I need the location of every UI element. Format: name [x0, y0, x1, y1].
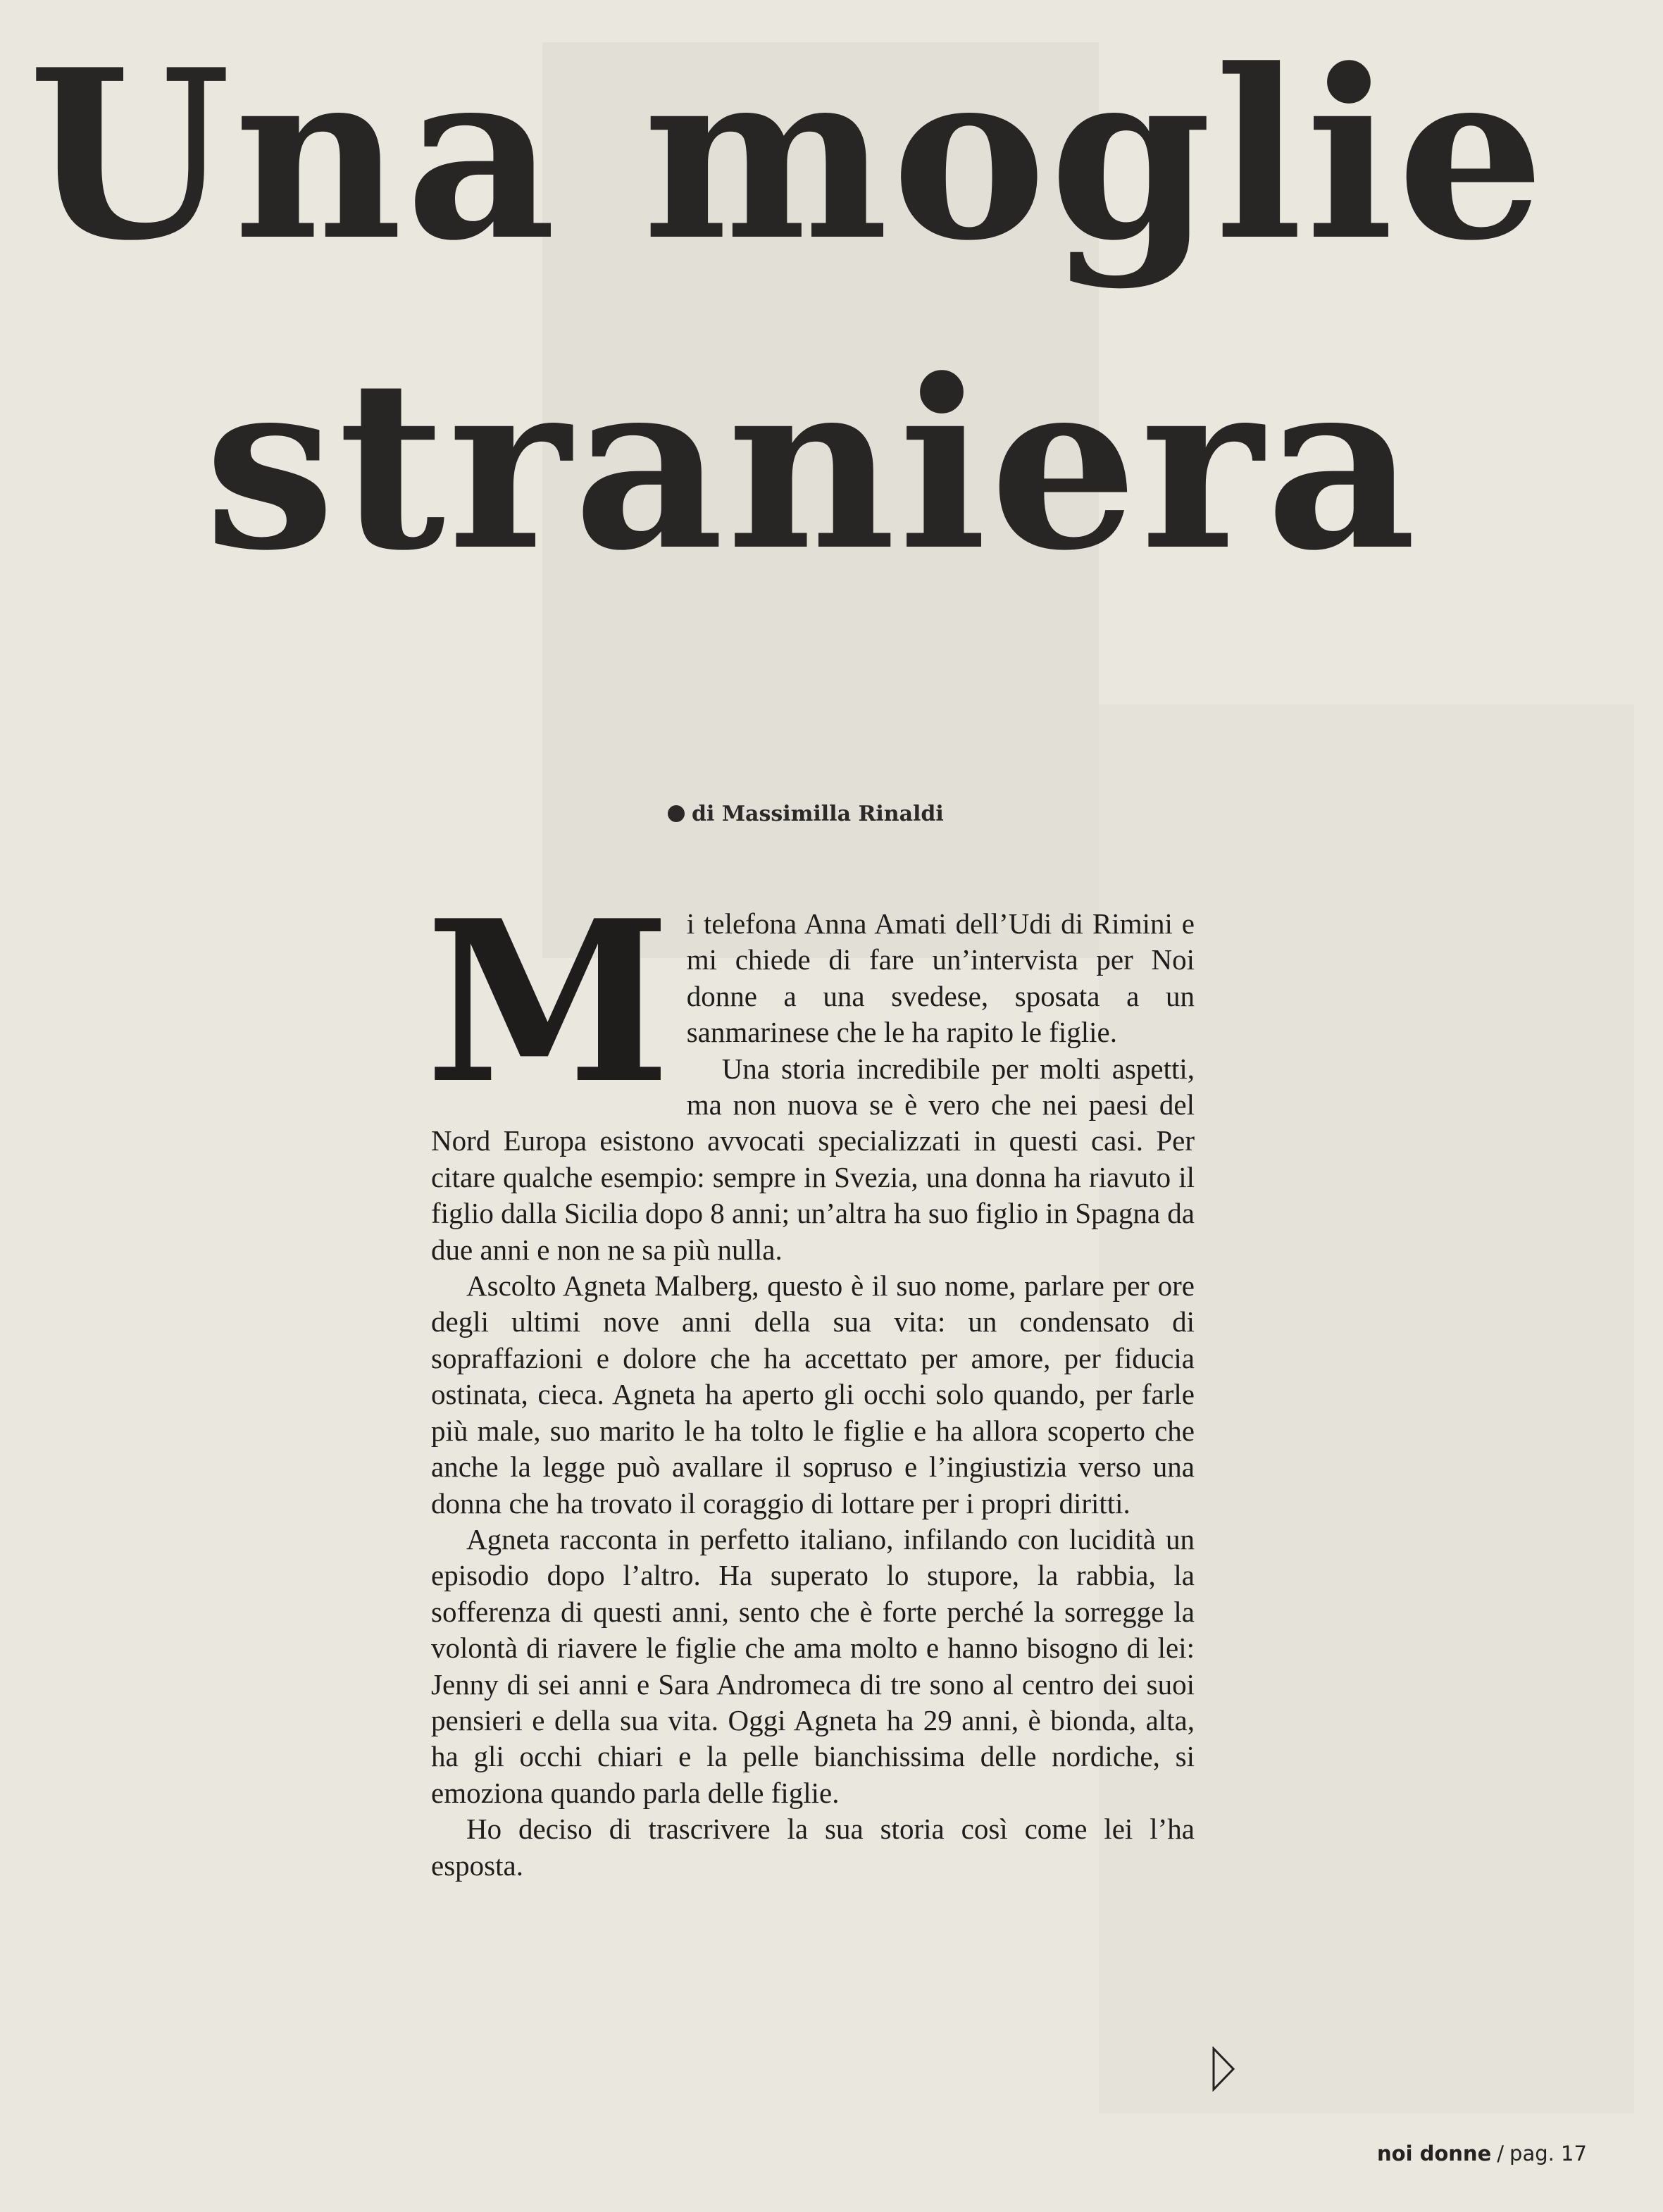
article-paragraph: Una storia incredibile per molti aspetti, ma non nuova se è vero che nei paesi del Nord Europa esistono avvocati specializzati in questi casi. Per citare qualche esempio: sempre in Svezia, una donna ha riavuto il figlio dalla Sicilia dopo 8 anni; un’altra ha suo figlio in Spagna da due anni e non ne sa più nulla.	[431, 1052, 1195, 1266]
article-paragraph: Agneta racconta in perfetto italiano, infilando con lucidità un episodio dopo l’altro. Ha superato lo stupore, la rabbia, la sofferenza di questi anni, sento che è forte perché la sorregge la volontà di riavere le figlie che ama molto e hanno bisogno di lei: Jenny di sei anni e Sara Andromeca di tre sono al centro dei suoi pensieri e della sua vita. Oggi Agneta ha 29 anni, è bionda, alta, ha gli occhi chiari e la pelle bianchissima delle nordiche, si emoziona quando parla delle figlie.	[431, 1522, 1195, 1809]
footer-separator: /	[1497, 2142, 1505, 2166]
headline-line-1: Una moglie	[28, 18, 1548, 292]
headline	[0, 0, 1663, 634]
article-paragraph	[425, 872, 1195, 1133]
magazine-name: noi donne	[1377, 2142, 1492, 2166]
article-body	[425, 872, 1195, 1884]
page-number: pag. 17	[1509, 2142, 1587, 2166]
byline	[668, 802, 944, 826]
paragraph-text: i telefona Anna Amati dell’Udi di Rimini e mi chiede di fare un’intervista per Noi donne a una svedese, sposata a un sanmarinese che le ha rapito le figlie.	[686, 907, 1195, 1049]
page-footer	[1377, 2142, 1587, 2166]
byline-text: di Massimilla Rinaldi	[692, 802, 944, 826]
headline-line-2: straniera	[204, 328, 1419, 602]
drop-cap: M	[425, 872, 671, 1133]
bullet-icon	[668, 805, 685, 822]
article-paragraph: Ascolto Agneta Malberg, questo è il suo nome, parlare per ore degli ultimi nove anni della sua vita: un condensato di sopraffazioni e dolore che ha accettato per amore, per fiducia ostinata, cieca. Agneta ha aperto gli occhi solo quando, per farle più male, suo marito le ha tolto le figlie e ha allora scoperto che anche la legge può avallare il sopruso e l’ingiustizia verso una donna che ha trovato il coraggio di lottare per i propri diritti.	[431, 1269, 1195, 1520]
article-paragraph: Ho deciso di trascrivere la sua storia così come lei l’ha esposta.	[431, 1813, 1195, 1882]
continue-triangle-icon	[1212, 2046, 1235, 2092]
